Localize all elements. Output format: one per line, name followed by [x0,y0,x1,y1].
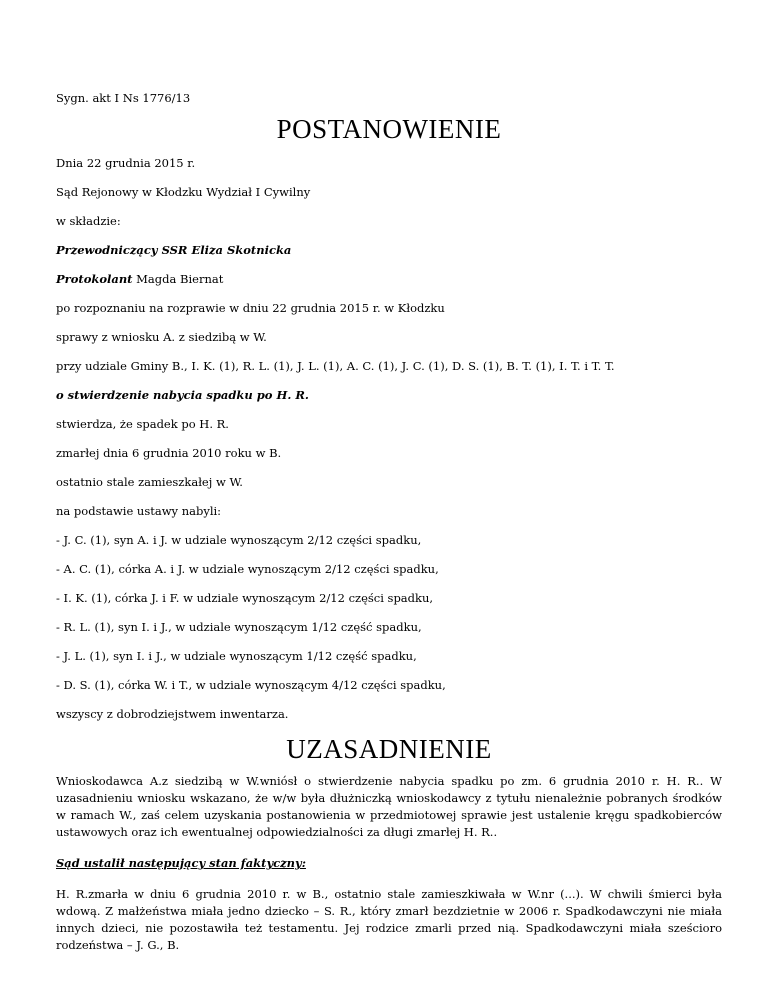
ruling-line: na podstawie ustawy nabyli: [56,504,222,518]
clerk-label: Protokolant [56,272,133,286]
case-from-line: sprawy z wniosku A. z siedzibą w W. [56,330,267,344]
ruling-line: zmarłej dnia 6 grudnia 2010 roku w B. [56,446,282,460]
facts-heading: Sąd ustalił następujący stan faktyczny: [56,856,306,870]
heir-item: - R. L. (1), syn I. i J., w udziale wynoszącym 1/12 część spadku, [56,620,422,634]
ruling-line: stwierdza, że spadek po H. R. [56,417,229,431]
clerk-name: Magda Biernat [132,272,224,286]
date-line: Dnia 22 grudnia 2015 r. [56,156,196,170]
document-body [56,91,722,968]
heir-item: - J. C. (1), syn A. i J. w udziale wynoszącym 2/12 części spadku, [56,533,422,547]
case-signature: Sygn. akt I Ns 1776/13 [56,91,191,105]
composition-label: w składzie: [56,214,121,228]
presiding-judge: Przewodniczący SSR Eliza Skotnicka [56,243,292,257]
document-title: POSTANOWIENIE [276,114,502,144]
heir-item: - I. K. (1), córka J. i F. w udziale wynoszącym 2/12 części spadku, [56,591,434,605]
facts-paragraph: H. R.zmarła w dniu 6 grudnia 2010 r. w B., ostatnio stale zamieszkiwała w W.nr (...). W chwili śmierci była wdową. Z małżeństwa miała jedno dziecko – S. R., który zmarł bezdzietnie w 2006 r. Spadkodawczyni nie miała innych dzieci, nie pozostawiła też testamentu. Jej rodzice zmarli przed nią. Spadkodawczyni miała sześcioro rodzeństwa – J. G., B. [56,887,722,952]
heir-item: - A. C. (1), córka A. i J. w udziale wynoszącym 2/12 części spadku, [56,562,439,576]
heir-item: - J. L. (1), syn I. i J., w udziale wynoszącym 1/12 część spadku, [56,649,417,663]
heir-item: - D. S. (1), córka W. i T., w udziale wynoszącym 4/12 części spadku, [56,678,446,692]
justification-title: UZASADNIENIE [286,734,492,764]
hearing-line: po rozpoznaniu na rozprawie w dniu 22 grudnia 2015 r. w Kłodzku [56,301,445,315]
inventory-clause: wszyscy z dobrodziejstwem inwentarza. [56,707,289,721]
justification-paragraph: Wnioskodawca A.z siedzibą w W.wniósł o stwierdzenie nabycia spadku po zm. 6 grudnia 2010 r. H. R.. W uzasadnieniu wniosku wskazano, że w/w była dłużniczką wnioskodawcy z tytułu nienależnie pobranych środków w ramach W., zaś celem uzyskania postanowienia w przedmiotowej sprawie jest ustalenie kręgu spadkobierców ustawowych oraz ich ewentualnej odpowiedzialności za długi zmarłej H. R.. [56,774,722,839]
case-subject: o stwierdzenie nabycia spadku po H. R. [56,388,309,402]
clerk-line [56,272,722,287]
ruling-line: ostatnio stale zamieszkałej w W. [56,475,243,489]
court-name: Sąd Rejonowy w Kłodzku Wydział I Cywilny [56,185,311,199]
participants-line: przy udziale Gminy B., I. K. (1), R. L. (1), J. L. (1), A. C. (1), J. C. (1), D. S. (1), B. T. (1), I. T. i T. T. [56,359,615,373]
